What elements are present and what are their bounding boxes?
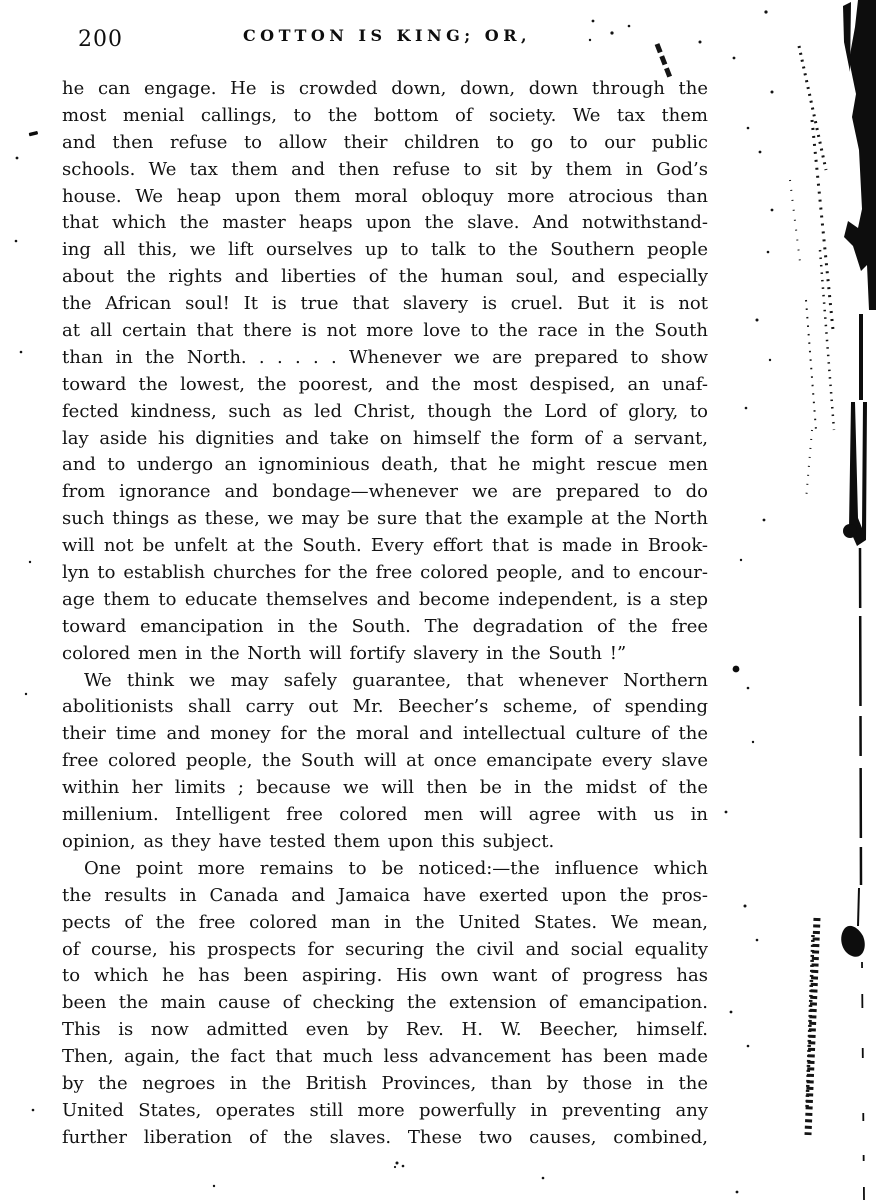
- text-line: by the negroes in the British Provinces, than by those in the: [62, 1072, 708, 1094]
- text-line: their time and money for the moral and intellectual culture of the: [62, 723, 708, 745]
- text-line: lyn to establish churches for the free colored people, and to encour-: [62, 562, 708, 584]
- left-margin-tick: [29, 131, 39, 137]
- text-line: about the rights and liberties of the human soul, and especially: [62, 266, 708, 288]
- text-line: the results in Canada and Jamaica have exerted upon the pros-: [62, 884, 708, 906]
- page-number: 200: [78, 27, 123, 52]
- text-line: One point more remains to be noticed:—the influence which: [84, 857, 708, 879]
- binding-line-mid: [859, 314, 863, 400]
- binding-dashes-bottom: [862, 962, 864, 1200]
- text-line: opinion, as they have tested them upon this subject.: [62, 830, 555, 852]
- binding-blob-bottom: [841, 926, 865, 957]
- text-line: colored men in the North will fortify slavery in the South !”: [62, 642, 627, 664]
- text-line: that which the master heaps upon the slave. And notwithstand-: [62, 212, 708, 234]
- running-title: COTTON IS KING; OR,: [242, 26, 532, 45]
- text-line: Then, again, the fact that much less advancement has been made: [62, 1046, 708, 1068]
- binding-line-long: [860, 548, 861, 885]
- text-line: United States, operates still more powerfully in preventing any: [62, 1099, 708, 1121]
- text-line: the African soul! It is true that slavery is cruel. But it is not: [62, 293, 708, 315]
- text-line: further liberation of the slaves. These two causes, combined,: [62, 1126, 708, 1148]
- text-line: from ignorance and bondage—whenever we are prepared to do: [62, 481, 708, 503]
- text-line: abolitionists shall carry out Mr. Beecher’s scheme, of spending: [62, 696, 708, 718]
- page-body: [62, 76, 708, 1152]
- text-line: toward emancipation in the South. The degradation of the free: [62, 615, 708, 637]
- text-line: been the main cause of checking the extension of emancipation.: [62, 992, 708, 1014]
- text-line: and then refuse to allow their children to go to our public: [62, 131, 708, 153]
- text-line: We think we may safely guarantee, that whenever Northern: [84, 669, 708, 691]
- text-line: at all certain that there is not more love to the race in the South: [62, 320, 708, 342]
- text-line: and to undergo an ignominious death, that he might rescue men: [62, 454, 708, 476]
- text-line: fected kindness, such as led Christ, though the Lord of glory, to: [62, 400, 708, 422]
- text-line: house. We heap upon them moral obloquy more atrocious than: [62, 185, 708, 207]
- ink-dot-margin: [733, 666, 740, 673]
- text-line: will not be unfelt at the South. Every effort that is made in Brook-: [62, 535, 708, 557]
- binding-blob-mid: [843, 524, 857, 538]
- binding-streak-top: [844, 0, 876, 310]
- binding-line-tail: [858, 888, 859, 926]
- page-header: [62, 26, 708, 54]
- text-line: pects of the free colored man in the United States. We mean,: [62, 911, 708, 933]
- text-line: to which he has been aspiring. His own want of progress has: [62, 965, 708, 987]
- text-line: millenium. Intelligent free colored men will agree with us in: [62, 804, 708, 826]
- text-line: toward the lowest, the poorest, and the most despised, an unaf-: [62, 373, 708, 395]
- text-line: of course, his prospects for securing the civil and social equality: [62, 938, 708, 960]
- text-line: schools. We tax them and then refuse to sit by them in God’s: [62, 158, 708, 180]
- text-line: such things as these, we may be sure that the example at the North: [62, 508, 708, 530]
- speckle-streak-bottom: [807, 918, 817, 1135]
- text-line: age them to educate themselves and become independent, is a step: [62, 588, 708, 610]
- text-line: lay aside his dignities and take on himself the form of a servant,: [62, 427, 708, 449]
- text-line: he can engage. He is crowded down, down, down through the: [62, 78, 708, 99]
- binding-streak-sliver: [843, 2, 851, 72]
- binding-double-line: [849, 402, 867, 546]
- text-line: ing all this, we lift ourselves up to talk to the Southern people: [62, 239, 708, 261]
- text-line: This is now admitted even by Rev. H. W. Beecher, himself.: [62, 1019, 708, 1041]
- text-line: free colored people, the South will at once emancipate every slave: [62, 750, 708, 772]
- text-line: than in the North. . . . . . Whenever we are prepared to show: [62, 346, 708, 368]
- text-line: most menial callings, to the bottom of society. We tax them: [62, 104, 708, 126]
- text-line: within her limits ; because we will then be in the midst of the: [62, 777, 708, 799]
